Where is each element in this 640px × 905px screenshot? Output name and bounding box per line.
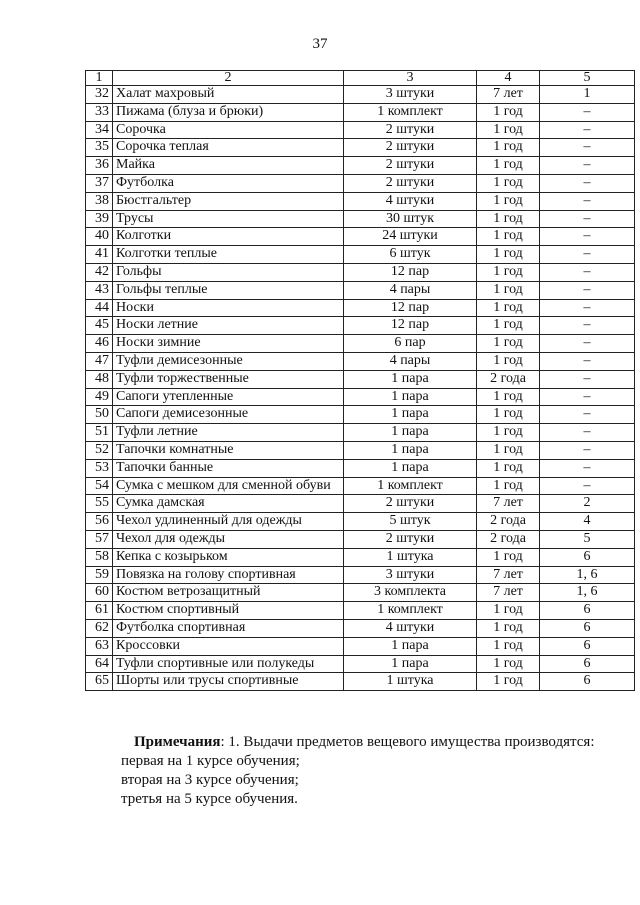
- table-row: [86, 388, 635, 406]
- item-name-cell: Сапоги демисезонные: [113, 406, 344, 424]
- wear-period-cell: 1 год: [477, 192, 540, 210]
- item-quantity-cell: 24 штуки: [344, 228, 477, 246]
- table-row: [86, 121, 635, 139]
- item-quantity-cell: 1 пара: [344, 655, 477, 673]
- row-number-cell: 63: [86, 637, 113, 655]
- item-name-cell: Кепка с козырьком: [113, 548, 344, 566]
- table-row: [86, 602, 635, 620]
- row-number-cell: 62: [86, 619, 113, 637]
- table-row: [86, 459, 635, 477]
- note-item: первая на 1 курсе обучения;: [121, 753, 300, 769]
- wear-period-cell: 7 лет: [477, 584, 540, 602]
- table-row: [86, 441, 635, 459]
- item-quantity-cell: 5 штук: [344, 513, 477, 531]
- table-row: [86, 477, 635, 495]
- item-name-cell: Сумка дамская: [113, 495, 344, 513]
- item-quantity-cell: 4 штуки: [344, 619, 477, 637]
- item-quantity-cell: 4 пары: [344, 352, 477, 370]
- item-name-cell: Туфли демисезонные: [113, 352, 344, 370]
- table-row: [86, 370, 635, 388]
- note-ref-cell: 6: [540, 637, 635, 655]
- wear-period-cell: 1 год: [477, 228, 540, 246]
- row-number-cell: 32: [86, 86, 113, 104]
- row-number-cell: 48: [86, 370, 113, 388]
- item-quantity-cell: 1 пара: [344, 406, 477, 424]
- table-row: [86, 317, 635, 335]
- item-name-cell: Носки зимние: [113, 335, 344, 353]
- note-ref-cell: 5: [540, 530, 635, 548]
- note-ref-cell: –: [540, 424, 635, 442]
- item-name-cell: Шорты или трусы спортивные: [113, 673, 344, 691]
- row-number-cell: 49: [86, 388, 113, 406]
- item-name-cell: Халат махровый: [113, 86, 344, 104]
- table-row: [86, 655, 635, 673]
- wear-period-cell: 7 лет: [477, 86, 540, 104]
- table-row: [86, 513, 635, 531]
- item-name-cell: Носки летние: [113, 317, 344, 335]
- note-ref-cell: –: [540, 246, 635, 264]
- item-name-cell: Футболка: [113, 174, 344, 192]
- note-ref-cell: –: [540, 157, 635, 175]
- item-quantity-cell: 2 штуки: [344, 121, 477, 139]
- wear-period-cell: 1 год: [477, 246, 540, 264]
- note-ref-cell: –: [540, 210, 635, 228]
- item-quantity-cell: 6 штук: [344, 246, 477, 264]
- notes-section: [85, 733, 605, 809]
- note-ref-cell: –: [540, 121, 635, 139]
- item-quantity-cell: 3 комплекта: [344, 584, 477, 602]
- row-number-cell: 46: [86, 335, 113, 353]
- note-ref-cell: 2: [540, 495, 635, 513]
- row-number-cell: 59: [86, 566, 113, 584]
- note-ref-cell: –: [540, 281, 635, 299]
- wear-period-cell: 1 год: [477, 210, 540, 228]
- note-ref-cell: –: [540, 388, 635, 406]
- table-row: [86, 228, 635, 246]
- table-body: [86, 86, 635, 691]
- item-name-cell: Костюм ветрозащитный: [113, 584, 344, 602]
- wear-period-cell: 1 год: [477, 121, 540, 139]
- note-ref-cell: –: [540, 139, 635, 157]
- table-row: [86, 174, 635, 192]
- wear-period-cell: 7 лет: [477, 566, 540, 584]
- item-name-cell: Носки: [113, 299, 344, 317]
- row-number-cell: 43: [86, 281, 113, 299]
- note-ref-cell: 6: [540, 619, 635, 637]
- note-item: третья на 5 курсе обучения.: [121, 791, 298, 807]
- table-row: [86, 619, 635, 637]
- table-row: [86, 673, 635, 691]
- row-number-cell: 65: [86, 673, 113, 691]
- note-ref-cell: –: [540, 174, 635, 192]
- note-ref-cell: –: [540, 352, 635, 370]
- item-quantity-cell: 1 штука: [344, 673, 477, 691]
- wear-period-cell: 1 год: [477, 281, 540, 299]
- row-number-cell: 36: [86, 157, 113, 175]
- wear-period-cell: 1 год: [477, 655, 540, 673]
- item-name-cell: Тапочки банные: [113, 459, 344, 477]
- row-number-cell: 54: [86, 477, 113, 495]
- note-ref-cell: –: [540, 370, 635, 388]
- item-quantity-cell: 1 комплект: [344, 602, 477, 620]
- row-number-cell: 37: [86, 174, 113, 192]
- column-header: 2: [113, 71, 344, 86]
- notes-text: : 1. Выдачи предметов вещевого имущества производятся:: [220, 734, 595, 750]
- item-name-cell: Гольфы теплые: [113, 281, 344, 299]
- item-quantity-cell: 1 пара: [344, 441, 477, 459]
- row-number-cell: 52: [86, 441, 113, 459]
- item-quantity-cell: 12 пар: [344, 263, 477, 281]
- row-number-cell: 56: [86, 513, 113, 531]
- wear-period-cell: 1 год: [477, 673, 540, 691]
- note-item: вторая на 3 курсе обучения;: [121, 772, 299, 788]
- item-quantity-cell: 1 пара: [344, 388, 477, 406]
- wear-period-cell: 1 год: [477, 299, 540, 317]
- table-row: [86, 281, 635, 299]
- wear-period-cell: 2 года: [477, 370, 540, 388]
- item-name-cell: Сумка с мешком для сменной обуви: [113, 477, 344, 495]
- item-name-cell: Бюстгальтер: [113, 192, 344, 210]
- item-name-cell: Колготки: [113, 228, 344, 246]
- row-number-cell: 44: [86, 299, 113, 317]
- row-number-cell: 35: [86, 139, 113, 157]
- wear-period-cell: 1 год: [477, 548, 540, 566]
- row-number-cell: 38: [86, 192, 113, 210]
- item-quantity-cell: 2 штуки: [344, 139, 477, 157]
- table-row: [86, 584, 635, 602]
- note-ref-cell: 6: [540, 602, 635, 620]
- row-number-cell: 33: [86, 103, 113, 121]
- row-number-cell: 61: [86, 602, 113, 620]
- wear-period-cell: 1 год: [477, 602, 540, 620]
- note-ref-cell: 1, 6: [540, 566, 635, 584]
- note-ref-cell: 6: [540, 673, 635, 691]
- wear-period-cell: 1 год: [477, 335, 540, 353]
- note-ref-cell: –: [540, 299, 635, 317]
- item-name-cell: Сорочка теплая: [113, 139, 344, 157]
- item-name-cell: Сапоги утепленные: [113, 388, 344, 406]
- wear-period-cell: 1 год: [477, 174, 540, 192]
- item-quantity-cell: 3 штуки: [344, 566, 477, 584]
- table-row: [86, 86, 635, 104]
- table-row: [86, 157, 635, 175]
- column-header: 4: [477, 71, 540, 86]
- wear-period-cell: 1 год: [477, 139, 540, 157]
- page-number: 37: [312, 36, 328, 52]
- item-quantity-cell: 2 штуки: [344, 157, 477, 175]
- item-quantity-cell: 1 пара: [344, 459, 477, 477]
- item-quantity-cell: 3 штуки: [344, 86, 477, 104]
- item-name-cell: Туфли торжественные: [113, 370, 344, 388]
- column-header: 5: [540, 71, 635, 86]
- item-quantity-cell: 30 штук: [344, 210, 477, 228]
- table-row: [86, 530, 635, 548]
- table-row: [86, 139, 635, 157]
- table-row: [86, 335, 635, 353]
- wear-period-cell: 1 год: [477, 477, 540, 495]
- item-name-cell: Туфли спортивные или полукеды: [113, 655, 344, 673]
- item-quantity-cell: 1 пара: [344, 370, 477, 388]
- table-row: [86, 495, 635, 513]
- item-quantity-cell: 2 штуки: [344, 495, 477, 513]
- row-number-cell: 60: [86, 584, 113, 602]
- table-row: [86, 103, 635, 121]
- table-row: [86, 566, 635, 584]
- note-ref-cell: –: [540, 192, 635, 210]
- note-ref-cell: –: [540, 441, 635, 459]
- table-row: [86, 406, 635, 424]
- item-quantity-cell: 1 штука: [344, 548, 477, 566]
- wear-period-cell: 2 года: [477, 530, 540, 548]
- row-number-cell: 57: [86, 530, 113, 548]
- row-number-cell: 64: [86, 655, 113, 673]
- row-number-cell: 39: [86, 210, 113, 228]
- wear-period-cell: 1 год: [477, 263, 540, 281]
- item-name-cell: Трусы: [113, 210, 344, 228]
- table-row: [86, 246, 635, 264]
- item-name-cell: Костюм спортивный: [113, 602, 344, 620]
- wear-period-cell: 2 года: [477, 513, 540, 531]
- table-header-row: [86, 71, 635, 86]
- item-name-cell: Чехол для одежды: [113, 530, 344, 548]
- item-quantity-cell: 1 пара: [344, 424, 477, 442]
- item-quantity-cell: 2 штуки: [344, 530, 477, 548]
- item-name-cell: Чехол удлиненный для одежды: [113, 513, 344, 531]
- item-name-cell: Повязка на голову спортивная: [113, 566, 344, 584]
- table-row: [86, 299, 635, 317]
- wear-period-cell: 1 год: [477, 317, 540, 335]
- note-ref-cell: –: [540, 406, 635, 424]
- item-name-cell: Сорочка: [113, 121, 344, 139]
- note-ref-cell: 1, 6: [540, 584, 635, 602]
- table-row: [86, 637, 635, 655]
- table-row: [86, 263, 635, 281]
- item-quantity-cell: 4 штуки: [344, 192, 477, 210]
- table-row: [86, 210, 635, 228]
- row-number-cell: 41: [86, 246, 113, 264]
- item-name-cell: Кроссовки: [113, 637, 344, 655]
- item-name-cell: Футболка спортивная: [113, 619, 344, 637]
- row-number-cell: 45: [86, 317, 113, 335]
- item-name-cell: Гольфы: [113, 263, 344, 281]
- item-quantity-cell: 1 комплект: [344, 477, 477, 495]
- item-name-cell: Колготки теплые: [113, 246, 344, 264]
- note-ref-cell: 4: [540, 513, 635, 531]
- column-header: 1: [86, 71, 113, 86]
- wear-period-cell: 1 год: [477, 459, 540, 477]
- wear-period-cell: 1 год: [477, 406, 540, 424]
- note-ref-cell: 6: [540, 655, 635, 673]
- table-row: [86, 192, 635, 210]
- item-quantity-cell: 6 пар: [344, 335, 477, 353]
- row-number-cell: 53: [86, 459, 113, 477]
- row-number-cell: 42: [86, 263, 113, 281]
- item-quantity-cell: 2 штуки: [344, 174, 477, 192]
- row-number-cell: 40: [86, 228, 113, 246]
- column-header: 3: [344, 71, 477, 86]
- item-quantity-cell: 1 пара: [344, 637, 477, 655]
- clothing-allowance-table: [85, 70, 635, 691]
- item-name-cell: Тапочки комнатные: [113, 441, 344, 459]
- wear-period-cell: 1 год: [477, 103, 540, 121]
- note-ref-cell: –: [540, 228, 635, 246]
- wear-period-cell: 1 год: [477, 424, 540, 442]
- note-ref-cell: –: [540, 317, 635, 335]
- note-ref-cell: 1: [540, 86, 635, 104]
- item-quantity-cell: 4 пары: [344, 281, 477, 299]
- note-ref-cell: –: [540, 459, 635, 477]
- row-number-cell: 58: [86, 548, 113, 566]
- table-row: [86, 548, 635, 566]
- note-ref-cell: –: [540, 263, 635, 281]
- note-ref-cell: –: [540, 477, 635, 495]
- note-ref-cell: –: [540, 335, 635, 353]
- notes-label: Примечания: [134, 734, 221, 750]
- wear-period-cell: 1 год: [477, 352, 540, 370]
- note-ref-cell: –: [540, 103, 635, 121]
- row-number-cell: 51: [86, 424, 113, 442]
- wear-period-cell: 1 год: [477, 388, 540, 406]
- note-ref-cell: 6: [540, 548, 635, 566]
- wear-period-cell: 1 год: [477, 157, 540, 175]
- wear-period-cell: 1 год: [477, 441, 540, 459]
- row-number-cell: 34: [86, 121, 113, 139]
- row-number-cell: 50: [86, 406, 113, 424]
- wear-period-cell: 1 год: [477, 637, 540, 655]
- notes-first-line: [85, 733, 605, 752]
- row-number-cell: 55: [86, 495, 113, 513]
- item-quantity-cell: 12 пар: [344, 299, 477, 317]
- table-row: [86, 424, 635, 442]
- wear-period-cell: 1 год: [477, 619, 540, 637]
- wear-period-cell: 7 лет: [477, 495, 540, 513]
- item-name-cell: Майка: [113, 157, 344, 175]
- item-quantity-cell: 12 пар: [344, 317, 477, 335]
- item-quantity-cell: 1 комплект: [344, 103, 477, 121]
- item-name-cell: Пижама (блуза и брюки): [113, 103, 344, 121]
- item-name-cell: Туфли летние: [113, 424, 344, 442]
- row-number-cell: 47: [86, 352, 113, 370]
- table-row: [86, 352, 635, 370]
